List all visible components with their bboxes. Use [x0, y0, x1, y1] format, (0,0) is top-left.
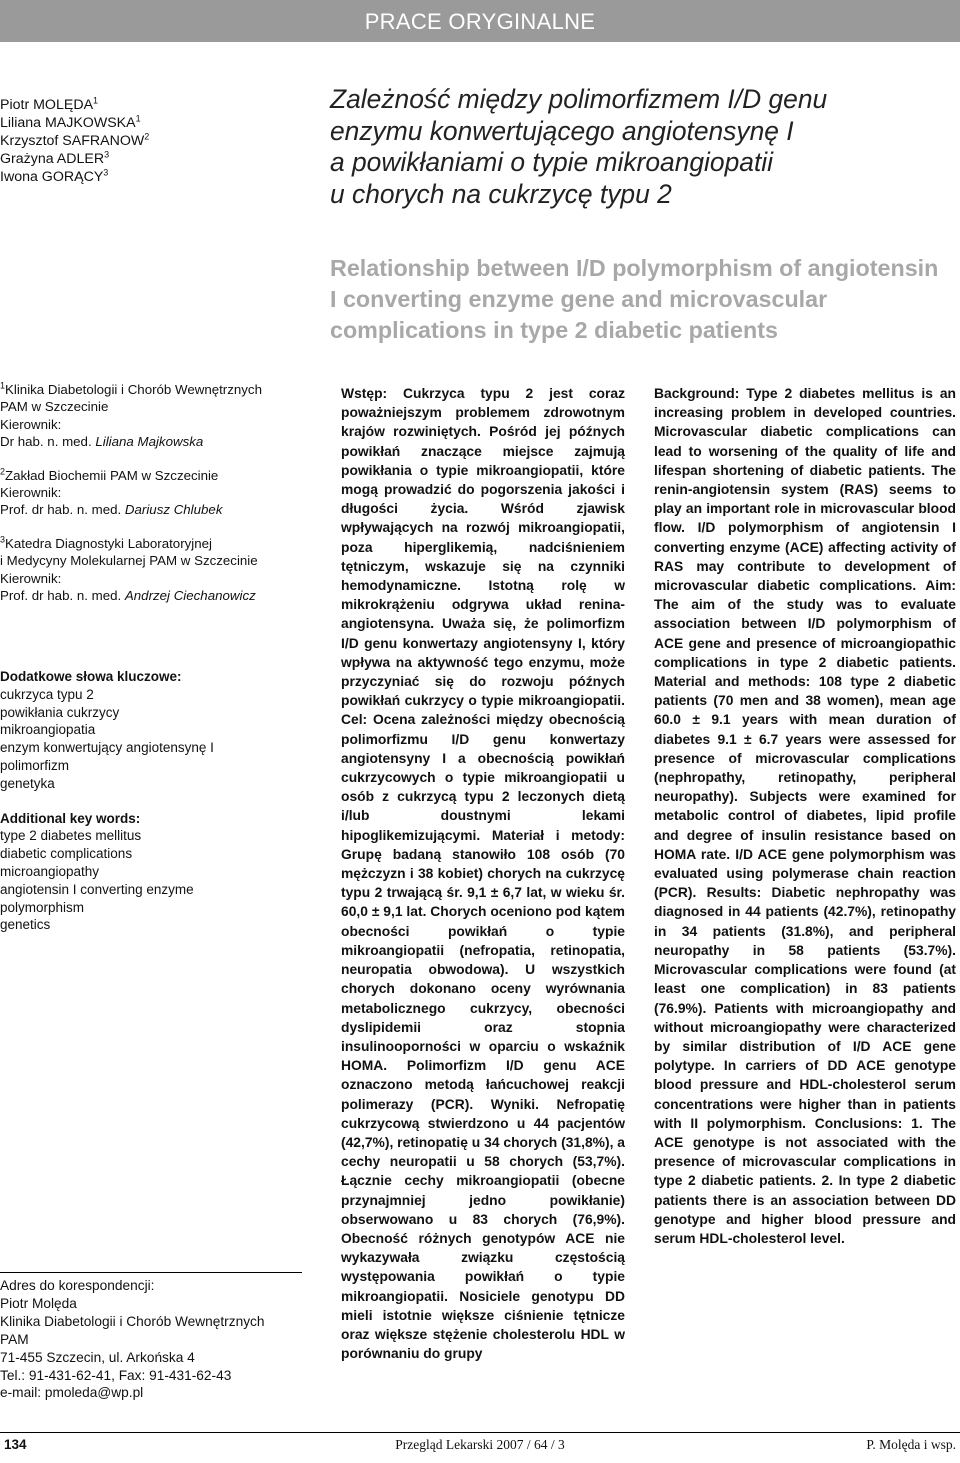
author: Grażyna ADLER$^3$ [0, 148, 110, 167]
title-block [330, 84, 960, 346]
keywords-en-heading: Additional key words: [0, 810, 141, 826]
title-english: Relationship between I/D polymorphism of angiotensin I converting enzyme gene and microvascular complications in type 2 diabetic patients [330, 255, 939, 343]
keyword: type 2 diabetes mellitus [0, 828, 142, 844]
correspondence: Adres do korespondencji: Piotr Molęda Klinika Diabetologii i Chorób Wewnętrznych PAM 71-455 Szczecin, ul. Arkońska 4 Tel.: 91-431-62-41, Fax: 91-431-62-43 e-mail: pmoleda@wp.pl [0, 1272, 302, 1402]
journal-citation: Przegląd Lekarski 2007 / 64 / 3 [395, 1437, 565, 1452]
footer-divider [0, 1432, 960, 1433]
abstract-english: Background: Type 2 diabetes mellitus is an increasing problem in developed countries. Microvascular diabetic complications can lead to worsening of the quality of life and lifespan shortening of diabetic patients. The renin-angiotensin system (RAS) seems to play an important role in microvascular blood flow. I/D polymorphism of angiotensin I converting enzyme (ACE) affecting activity of RAS may contribute to development of microvascular diabetic complications. Aim: The aim of the study was to evaluate association between I/D polymorphism of ACE gene and presence of microangiopathic complications in type 2 diabetic patients. Material and methods: 108 type 2 diabetic patients (70 men and 38 women), mean age 60.0 ± 9.1 years with mean duration of diabetes 9.1 ± 6.7 years were assessed for presence of microvascular complications (nephropathy, retinopathy, peripheral neuropathy). Subjects were examined for metabolic control of diabetes, lipid profile and degree of insulin resistance based on HOMA rate. I/D ACE gene polymorphism was evaluated using polymerase chain reaction (PCR). Results: Diabetic nephropathy was diagnosed in 44 patients (42.7%), retinopathy in 34 patients (31.8%), and peripheral neuropathy in 58 patients (53.7%). Microvascular complications were found (at least one complication) in 83 patients (76.9%). Patients with microangiopathy and without microangiopathy were characterized by similar distribution of I/D ACE gene polytype. In carriers of DD ACE genotype blood pressure and HDL-cholesterol serum concentrations were higher than in patients with II polymorphism. Conclusions: 1. The ACE genotype is not associated with the presence of microvascular complications in type 2 diabetic patients. 2. In type 2 diabetic patients there is an association between DD genotype and higher blood pressure and serum HDL-cholesterol level. [654, 385, 956, 1246]
keyword: polymorphism [0, 899, 85, 915]
keyword: diabetic complications [0, 846, 133, 862]
author-list [0, 97, 310, 187]
keyword: powikłania cukrzycy [0, 704, 120, 720]
keyword: genetyka [0, 775, 55, 791]
keyword: genetics [0, 917, 51, 933]
abstract-polish: Wstęp: Cukrzyca typu 2 jest coraz poważniejszym problemem zdrowotnym krajów rozwiniętych. Pośród jej późnych powikłań znaczące miejsce zajmują powikłania o typie mikroangiopatii, które mogą prowadzić do pogorszenia jakości i długości życia. Wśród zjawisk wpływających na rozwój mikroangiopatii, poza hiperglikemią, nadciśnieniem tętniczym, wskazuje się na czynniki hemodynamiczne. Istotną rolę w mikrokrążeniu odgrywa układ renina-angiotensyna. Uważa się, że polimorfizm I/D genu konwertazy angiotensyny I, który wpływa na aktywność tego enzymu, może przyczyniać się do rozwoju późnych powikłań cukrzycy o typie mikroangiopatii. Cel: Ocena zależności między obecnością polimorfizmu I/D genu konwertazy angiotensyny I a obecnością powikłań cukrzycowych o typie mikroangiopatii u osób z cukrzycą typu 2 leczonych dietą i/lub doustnymi lekami hipoglikemizującymi. Materiał i metody: Grupę badaną stanowiło 108 osób (70 mężczyzn i 38 kobiet) chorych na cukrzycę typu 2 trwającą śr. 9,1 ± 6,7 lat, w wieku śr. 60,0 ± 9,1 lat. Chorych oceniono pod kątem obecności powikłań o typie mikroangiopatii (nefropatia, retinopatia, neuropatia obwodowa). U wszystkich chorych dokonano oceny wyrównania metabolicznego cukrzycy, obecności dyslipidemii oraz stopnia insulinooporności w oparciu o wskaźnik HOMA. Polimorfizm I/D genu ACE oznaczono metodą łańcuchowej reakcji polimerazy (PCR). Wyniki. Nefropatię cukrzycową stwierdzono u 44 pacjentów (42,7%), retinopatię u 34 chorych (31,8%), a cechy neuropatii u 58 chorych (53,7%). Łącznie cechy mikroangiopatii (obecne przynajmniej jedno powikłanie) obserwowano u 83 chorych (76,9%). Obecność różnych genotypów ACE nie wykazywała związku częstością występowania powikłań o typie mikroangiopatii. Nosiciele genotypu DD mieli istotnie większe ciśnienie tętnicze oraz większe stężenie cholesterolu HDL w porównaniu do grupy [341, 385, 625, 1362]
affiliation: $^2$Zakład Biochemii PAM w Szczecinie Kierownik: Prof. dr hab. n. med. Dariusz Chlubek [0, 466, 223, 518]
author: Krzysztof SAFRANOW$^2$ [0, 131, 150, 149]
section-banner: PRACE ORYGINALNE [0, 0, 960, 42]
affiliation: $^1$Klinika Diabetologii i Chorób Wewnętrznych PAM w Szczecinie Kierownik: Dr hab. n. med. Liliana Majkowska [0, 380, 262, 450]
title-polish: Zależność między polimorfizmem I/D genu enzymu konwertującego angiotensynę I a powikłaniami o typie mikroangiopatii u chorych na cukrzycę typu 2 [330, 84, 828, 209]
running-author: P. Molęda i wsp. [866, 1437, 956, 1452]
keywords [0, 668, 330, 934]
keyword: cukrzyca typu 2 [0, 686, 94, 702]
author: Piotr MOLĘDA$^1$ [0, 95, 99, 113]
author: Liliana MAJKOWSKA$^1$ [0, 113, 141, 131]
affiliations [0, 381, 330, 620]
keyword: angiotensin I converting enzyme [0, 881, 194, 897]
keyword: polimorfizm [0, 757, 70, 773]
email-link[interactable]: e-mail: pmoleda@wp.pl [0, 1385, 144, 1401]
keyword: microangiopathy [0, 863, 100, 879]
affiliation: $^3$Katedra Diagnostyki Laboratoryjnej i Medycyny Molekularnej PAM w Szczecinie Kierownik: Prof. dr hab. n. med. Andrzej Ciechanowicz [0, 534, 258, 604]
keywords-pl-heading: Dodatkowe słowa kluczowe: [0, 669, 182, 684]
page-number: 134 [4, 1437, 27, 1452]
keyword: mikroangiopatia [0, 722, 96, 738]
author: Iwona GORĄCY$^3$ [0, 166, 109, 185]
keyword: enzym konwertujący angiotensynę I [0, 740, 214, 756]
